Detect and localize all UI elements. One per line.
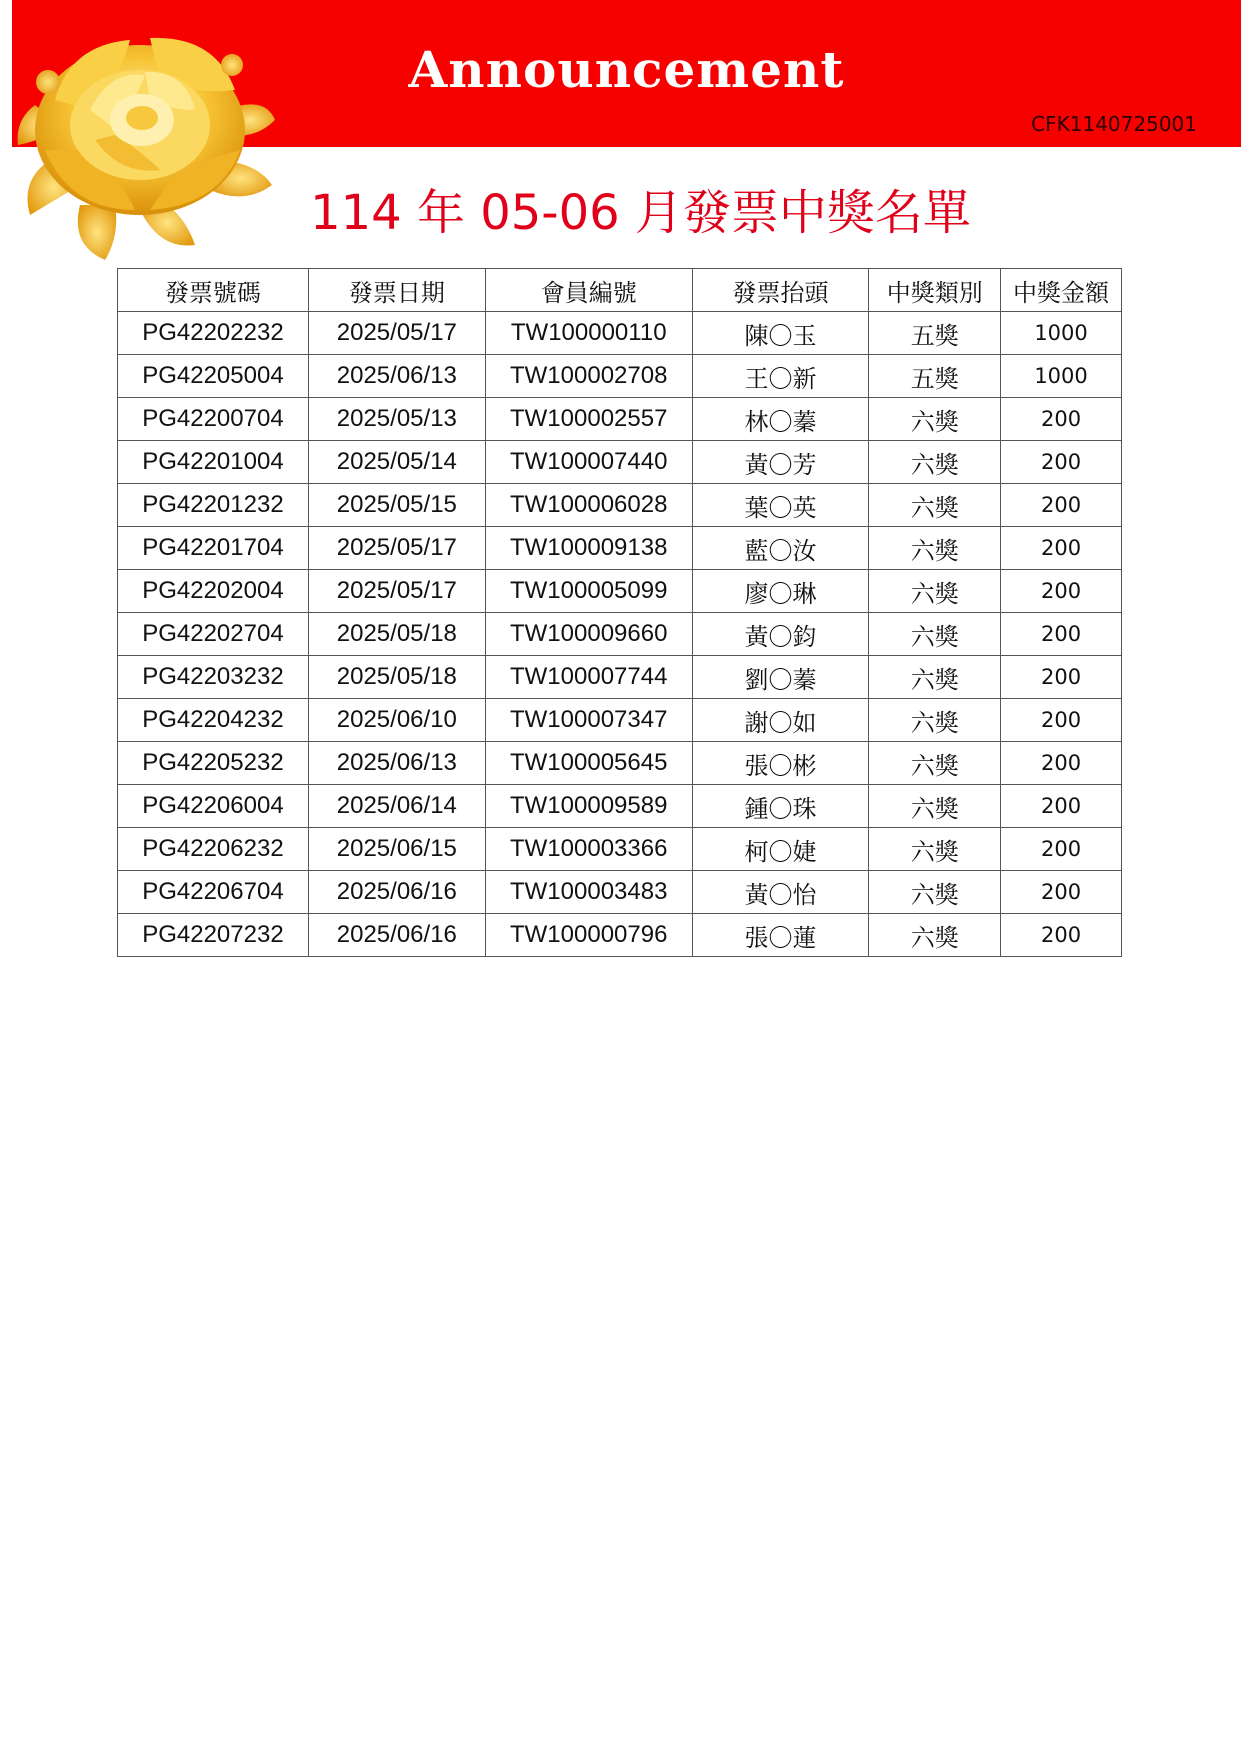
- cell-prize-amount: 200: [1001, 398, 1122, 441]
- cell-invoice-title: 張〇蓮: [692, 914, 869, 957]
- cell-prize-amount: 200: [1001, 570, 1122, 613]
- cell-invoice-title: 廖〇琳: [692, 570, 869, 613]
- cell-prize-amount: 200: [1001, 828, 1122, 871]
- cell-invoice-number: PG42204232: [118, 699, 309, 742]
- cell-invoice-number: PG42205232: [118, 742, 309, 785]
- cell-invoice-number: PG42203232: [118, 656, 309, 699]
- cell-invoice-title: 黃〇鈞: [692, 613, 869, 656]
- cell-invoice-number: PG42201004: [118, 441, 309, 484]
- cell-invoice-title: 黃〇芳: [692, 441, 869, 484]
- cell-prize-type: 六獎: [869, 613, 1001, 656]
- table-row: [118, 312, 1122, 355]
- table-row: [118, 355, 1122, 398]
- table-row: [118, 570, 1122, 613]
- cell-prize-type: 六獎: [869, 742, 1001, 785]
- cell-prize-type: 六獎: [869, 699, 1001, 742]
- cell-invoice-date: 2025/06/13: [308, 742, 485, 785]
- document-code: CFK1140725001: [1031, 112, 1197, 136]
- cell-prize-type: 六獎: [869, 828, 1001, 871]
- cell-prize-type: 六獎: [869, 656, 1001, 699]
- cell-member-id: TW100009660: [485, 613, 692, 656]
- table-header-row: [118, 269, 1122, 312]
- banner-title: Announcement: [408, 40, 845, 99]
- table-row: [118, 656, 1122, 699]
- table-row: [118, 914, 1122, 957]
- cell-invoice-title: 張〇彬: [692, 742, 869, 785]
- header-prize-amount: 中獎金額: [1001, 269, 1122, 312]
- cell-prize-type: 六獎: [869, 484, 1001, 527]
- cell-invoice-title: 陳〇玉: [692, 312, 869, 355]
- cell-invoice-number: PG42200704: [118, 398, 309, 441]
- cell-member-id: TW100000796: [485, 914, 692, 957]
- cell-prize-amount: 200: [1001, 613, 1122, 656]
- cell-prize-amount: 200: [1001, 742, 1122, 785]
- cell-invoice-date: 2025/06/14: [308, 785, 485, 828]
- cell-prize-amount: 200: [1001, 441, 1122, 484]
- cell-prize-type: 六獎: [869, 527, 1001, 570]
- cell-prize-amount: 200: [1001, 699, 1122, 742]
- cell-invoice-number: PG42206004: [118, 785, 309, 828]
- cell-member-id: TW100009589: [485, 785, 692, 828]
- cell-member-id: TW100005099: [485, 570, 692, 613]
- cell-member-id: TW100005645: [485, 742, 692, 785]
- cell-invoice-date: 2025/06/16: [308, 914, 485, 957]
- cell-invoice-title: 黃〇怡: [692, 871, 869, 914]
- cell-prize-amount: 200: [1001, 871, 1122, 914]
- cell-invoice-date: 2025/05/18: [308, 656, 485, 699]
- cell-invoice-date: 2025/05/17: [308, 312, 485, 355]
- cell-invoice-date: 2025/05/15: [308, 484, 485, 527]
- table-row: [118, 828, 1122, 871]
- table-row: [118, 398, 1122, 441]
- table-row: [118, 699, 1122, 742]
- cell-invoice-date: 2025/06/16: [308, 871, 485, 914]
- cell-prize-amount: 200: [1001, 527, 1122, 570]
- header-invoice-date: 發票日期: [308, 269, 485, 312]
- cell-invoice-title: 劉〇蓁: [692, 656, 869, 699]
- cell-member-id: TW100007440: [485, 441, 692, 484]
- table-row: [118, 484, 1122, 527]
- cell-prize-type: 六獎: [869, 785, 1001, 828]
- cell-member-id: TW100003366: [485, 828, 692, 871]
- cell-member-id: TW100002557: [485, 398, 692, 441]
- cell-invoice-date: 2025/05/14: [308, 441, 485, 484]
- table-row: [118, 527, 1122, 570]
- cell-prize-amount: 200: [1001, 914, 1122, 957]
- cell-prize-amount: 200: [1001, 656, 1122, 699]
- table-row: [118, 441, 1122, 484]
- cell-invoice-title: 林〇蓁: [692, 398, 869, 441]
- cell-invoice-date: 2025/05/13: [308, 398, 485, 441]
- cell-prize-amount: 1000: [1001, 312, 1122, 355]
- winners-table: [117, 268, 1122, 957]
- cell-invoice-number: PG42202232: [118, 312, 309, 355]
- table-row: [118, 613, 1122, 656]
- cell-invoice-number: PG42206704: [118, 871, 309, 914]
- cell-member-id: TW100002708: [485, 355, 692, 398]
- cell-prize-type: 五獎: [869, 312, 1001, 355]
- cell-invoice-number: PG42206232: [118, 828, 309, 871]
- cell-prize-amount: 200: [1001, 785, 1122, 828]
- cell-member-id: TW100006028: [485, 484, 692, 527]
- cell-invoice-title: 王〇新: [692, 355, 869, 398]
- cell-member-id: TW100009138: [485, 527, 692, 570]
- cell-prize-amount: 1000: [1001, 355, 1122, 398]
- cell-invoice-date: 2025/05/17: [308, 527, 485, 570]
- cell-invoice-date: 2025/06/13: [308, 355, 485, 398]
- cell-invoice-number: PG42201704: [118, 527, 309, 570]
- cell-invoice-number: PG42207232: [118, 914, 309, 957]
- page-title: 114 年 05-06 月發票中獎名單: [310, 185, 971, 241]
- header-invoice-number: 發票號碼: [118, 269, 309, 312]
- cell-invoice-date: 2025/05/17: [308, 570, 485, 613]
- cell-member-id: TW100003483: [485, 871, 692, 914]
- cell-invoice-date: 2025/05/18: [308, 613, 485, 656]
- table-row: [118, 785, 1122, 828]
- cell-prize-amount: 200: [1001, 484, 1122, 527]
- cell-prize-type: 五獎: [869, 355, 1001, 398]
- header-prize-type: 中獎類別: [869, 269, 1001, 312]
- cell-member-id: TW100007744: [485, 656, 692, 699]
- table-row: [118, 871, 1122, 914]
- header-member-id: 會員編號: [485, 269, 692, 312]
- cell-invoice-title: 葉〇英: [692, 484, 869, 527]
- cell-invoice-date: 2025/06/15: [308, 828, 485, 871]
- cell-prize-type: 六獎: [869, 570, 1001, 613]
- cell-prize-type: 六獎: [869, 441, 1001, 484]
- cell-prize-type: 六獎: [869, 871, 1001, 914]
- cell-prize-type: 六獎: [869, 914, 1001, 957]
- cell-invoice-title: 藍〇汝: [692, 527, 869, 570]
- cell-member-id: TW100007347: [485, 699, 692, 742]
- cell-invoice-title: 謝〇如: [692, 699, 869, 742]
- cell-prize-type: 六獎: [869, 398, 1001, 441]
- cell-invoice-title: 鍾〇珠: [692, 785, 869, 828]
- cell-invoice-number: PG42205004: [118, 355, 309, 398]
- table-row: [118, 742, 1122, 785]
- cell-member-id: TW100000110: [485, 312, 692, 355]
- cell-invoice-date: 2025/06/10: [308, 699, 485, 742]
- header-invoice-title: 發票抬頭: [692, 269, 869, 312]
- cell-invoice-number: PG42202004: [118, 570, 309, 613]
- cell-invoice-title: 柯〇婕: [692, 828, 869, 871]
- cell-invoice-number: PG42201232: [118, 484, 309, 527]
- cell-invoice-number: PG42202704: [118, 613, 309, 656]
